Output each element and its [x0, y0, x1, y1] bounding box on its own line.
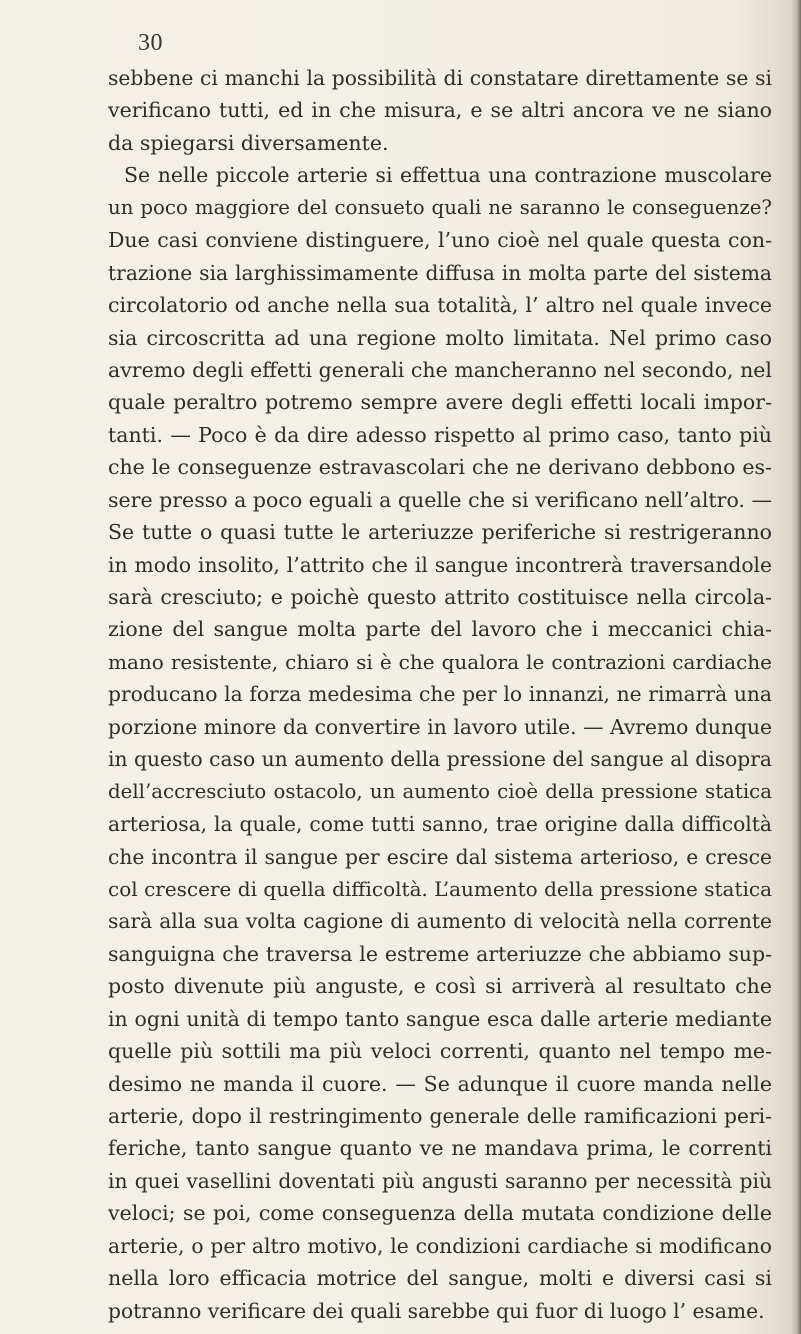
text-line: da spiegarsi diversamente. [108, 130, 389, 155]
text-line: Due casi conviene distinguere, l’uno cioè nel quale questa con- [108, 228, 772, 253]
text-line: quale peraltro potremo sempre avere degli effetti locali impor- [108, 390, 772, 415]
text-line: veloci; se poi, come conseguenza della mutata condizione delle [108, 1201, 772, 1226]
text-line: mano resistente, chiaro si è che qualora le contrazioni cardiache [108, 649, 772, 674]
text-line: che le conseguenze estravascolari che ne derivano debbono es- [108, 455, 772, 480]
text-line: verificano tutti, ed in che misura, e se altri ancora ve ne siano [108, 98, 772, 123]
text-line: in quei vasellini doventati più angusti saranno per necessità più [108, 1168, 772, 1193]
text-line: un poco maggiore del consueto quali ne saranno le conseguenze? [108, 195, 772, 219]
text-line: sere presso a poco eguali a quelle che si verificano nell’altro. — [108, 487, 772, 512]
text-line: sebbene ci manchi la possibilità di constatare direttamente se si [108, 66, 772, 90]
text-line: col crescere di quella difficoltà. L’aumento della pressione statica [108, 876, 772, 901]
text-line: circolatorio od anche nella sua totalità, l’ altro nel quale invece [108, 293, 772, 318]
text-line: sarà cresciuto; e poichè questo attrito costituisce nella circola- [108, 585, 772, 609]
text-line: tanti. — Poco è da dire adesso rispetto al primo caso, tanto più [108, 422, 772, 447]
text-line: porzione minore da convertire in lavoro utile. — Avremo dunque [108, 714, 772, 739]
text-line: trazione sia larghissimamente diffusa in molta parte del sistema [108, 260, 772, 285]
text-line: sanguigna che traversa le estreme arteriuzze che abbiamo sup- [108, 941, 772, 966]
text-line: nella loro efficacia motrice del sangue, molti e diversi casi si [108, 1266, 772, 1291]
text-line: che incontra il sangue per escire dal sistema arterioso, e cresce [108, 844, 772, 869]
page-number: 30 [138, 30, 163, 56]
body-text [108, 62, 772, 1327]
text-line: quelle più sottili ma più veloci correnti, quanto nel tempo me- [108, 1039, 772, 1064]
text-line: sia circoscritta ad una regione molto limitata. Nel primo caso [108, 325, 772, 350]
text-line: dell’accresciuto ostacolo, un aumento cioè della pressione statica [108, 779, 772, 803]
text-line: posto divenute più anguste, e così si arriverà al resultato che [108, 974, 772, 999]
text-line: avremo degli effetti generali che mancheranno nel secondo, nel [108, 357, 772, 382]
text-line: in questo caso un aumento della pressione del sangue al disopra [108, 747, 772, 772]
text-line: arteriosa, la quale, come tutti sanno, trae origine dalla difficoltà [108, 812, 772, 837]
text-line: sarà alla sua volta cagione di aumento di velocità nella corrente [108, 909, 772, 934]
page-edge-shadow [791, 0, 801, 1334]
text-line: feriche, tanto sangue quanto ve ne mandava prima, le correnti [108, 1136, 772, 1161]
text-line: in modo insolito, l’attrito che il sangue incontrerà traversandole [108, 552, 772, 577]
text-line: zione del sangue molta parte del lavoro che i meccanici chia- [108, 617, 772, 642]
text-line: potranno verificare dei quali sarebbe qui fuor di luogo l’ esame. [108, 1298, 765, 1323]
text-line: producano la forza medesima che per lo innanzi, ne rimarrà una [108, 682, 772, 707]
text-line: Se tutte o quasi tutte le arteriuzze periferiche si restrigeranno [108, 520, 772, 545]
text-line: in ogni unità di tempo tanto sangue esca dalle arterie mediante [108, 1006, 772, 1031]
text-line: arterie, dopo il restringimento generale delle ramificazioni peri- [108, 1104, 772, 1128]
text-line: Se nelle piccole arterie si effettua una contrazione muscolare [124, 163, 772, 188]
text-line: arterie, o per altro motivo, le condizioni cardiache si modificano [108, 1233, 772, 1258]
text-line: desimo ne manda il cuore. — Se adunque il cuore manda nelle [108, 1071, 772, 1096]
